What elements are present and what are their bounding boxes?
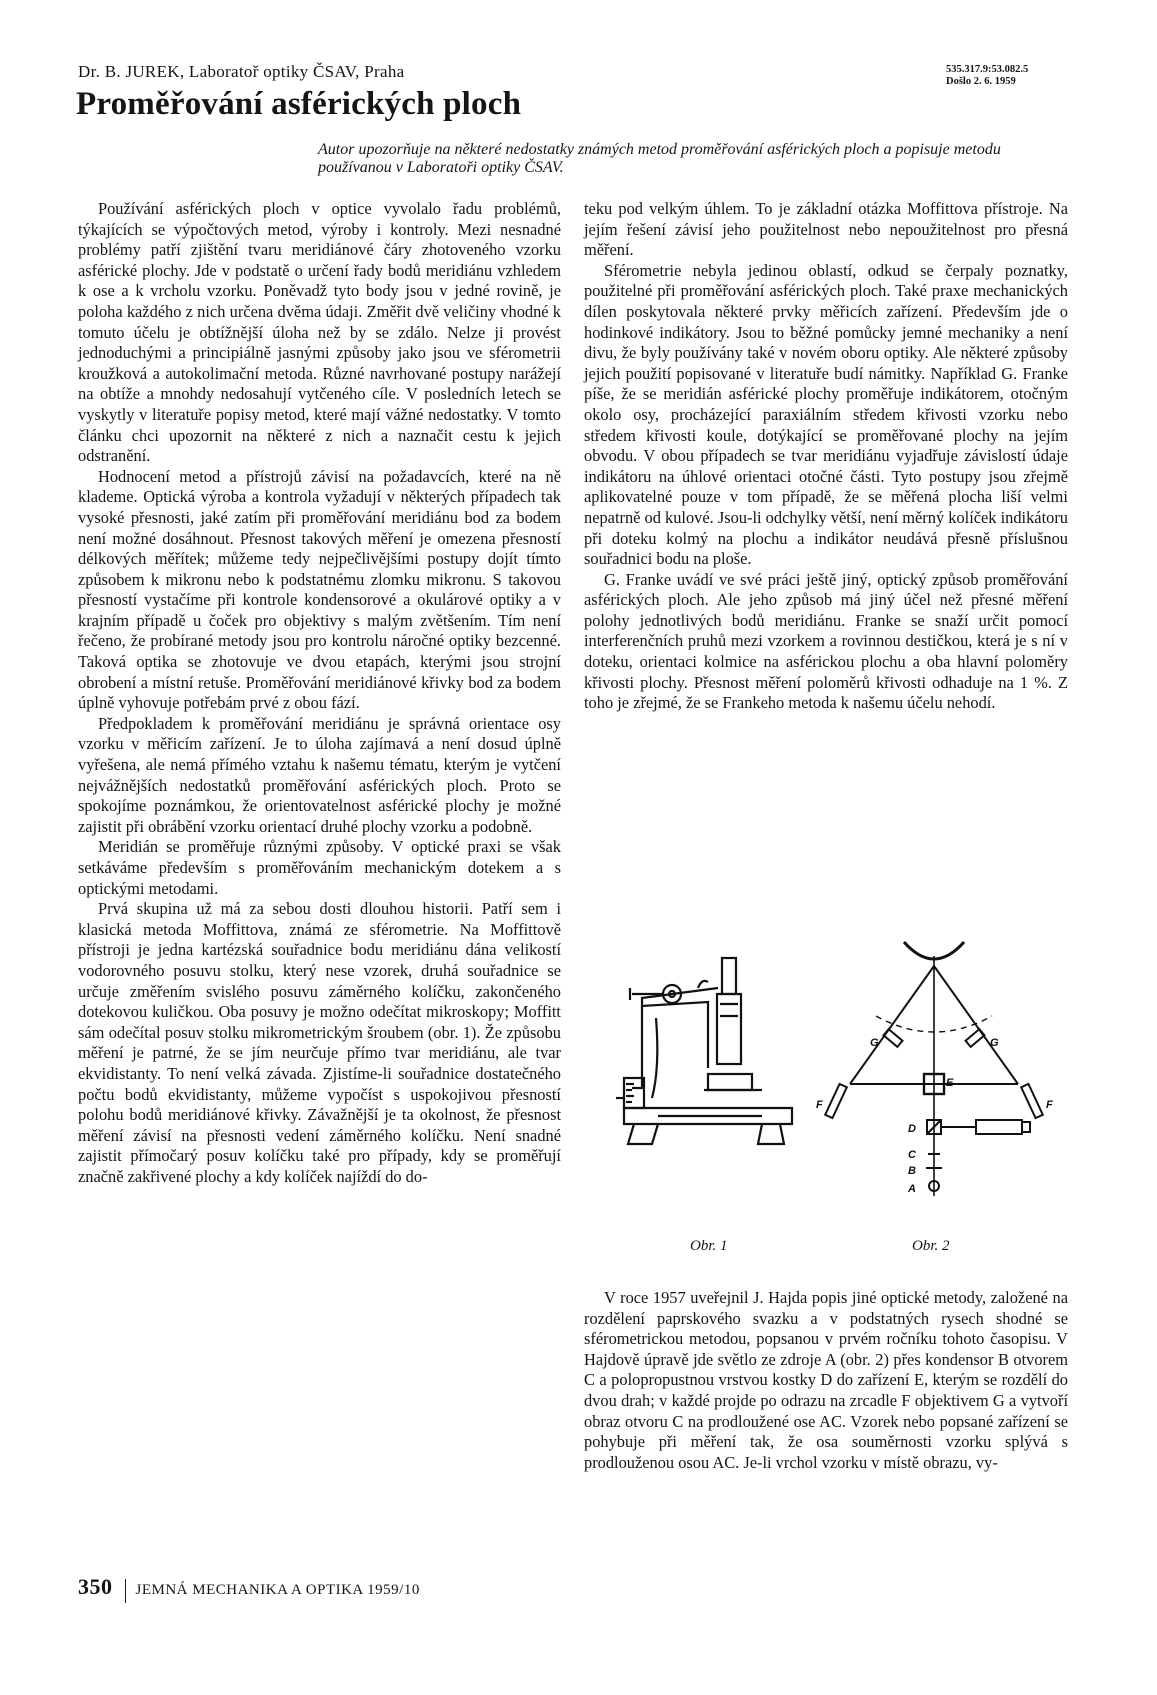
received-date: Došlo 2. 6. 1959 <box>946 76 1016 87</box>
figure-2-caption: Obr. 2 <box>912 1238 950 1254</box>
fig2-label-c: C <box>908 1149 916 1161</box>
page-footer <box>78 1574 420 1603</box>
paragraph: Používání asférických ploch v optice vyvolalo řadu problémů, týkajících se výpočtových metod, výroby i kontroly. Mezi nesnadné problémy patří zjištění tvaru meridiánové čáry zhotoveného vzorku asférické plochy. Jde v podstatě o určení řady bodů meridiánu vzhledem k ose a k vrcholu vzorku. Poněvadž tyto body jsou v jedné rovině, je poloha každého z nich určena dvěma údaji. Změřit dvě veličiny vhodné k tomuto účelu je obtížnější úloha než by se zdálo. Nelze ji provést jednoduchými a principiálně jasnými způsoby jako jsou ve sférometrii kroužková a autokolimační metoda. Různé navrhované postupy narážejí na obtíže a mnohdy nedosahují vytčeného cíle. V posledních letech se vyskytly v literatuře popisy metod, které mají vážné nedostatky. V tomto článku chci upozornit na některé z nich a naznačit cestu k jejich odstranění. <box>78 199 561 466</box>
right-column-bottom <box>584 1288 1068 1473</box>
journal-name: JEMNÁ MECHANIKA A OPTIKA 1959/10 <box>135 1582 420 1598</box>
fig2-label-g-right: G <box>990 1037 999 1049</box>
figure-1-moffitt-apparatus <box>612 948 812 1158</box>
fig2-label-e: E <box>946 1077 954 1089</box>
paragraph: Prvá skupina už má za sebou dosti dlouhou historii. Patří sem i klasická metoda Moffittova, známá ze sférometrie. Na Moffittově přístroji je jedna kartézská souřadnice bodu meridiánu dána velikostí vodorovného posuvu stolku, který nese vzorek, druhá souřadnice se určuje změřením svislého posuvu záměrného kolíčku, zakončeného dotekovou kuličkou. Oba posuvy je možno odečítat mikroskopy; Moffitt sám odečítal posuv stolku mikrometrickým šroubem (obr. 1). Že způsobu měření je patrné, že se jím neurčuje přímo tvar meridiánu, ale tvar ekvidistanty. To není velká závada. Zjistíme-li souřadnice dostatečného počtu bodů ekvidistanty, můžeme vypočíst s uspokojivou přesností polohu bodů meridiánové křivky. Závažnější je ta okolnost, že přesnost měření závisí na přesnosti vedení záměrného kolíčku. Není snadné zajistit přímočarý posuv kolíčku také pro případy, kdy se proměřují značně zakřivené plochy a kdy kolíček najíždí do do- <box>78 899 561 1186</box>
udc-block <box>946 64 1028 88</box>
mirror-f-right <box>1021 1084 1043 1118</box>
paragraph: Sférometrie nebyla jedinou oblastí, odkud se čerpaly poznatky, použitelné při proměřování asférických ploch. Také praxe mechanických dílen poskytovala některé prvky měřicích zařízení. Především jde o hodinkové indikátory. Jsou to běžné pomůcky jemné mechaniky a není divu, že byly používány také v novém oboru optiky. Ale některé způsoby jejich použití popisované v literatuře budí námitky. Například G. Franke píše, že se meridián asférické plochy proměřuje indikátorem, otočným okolo osy, procházející paraxiálním středem křivosti vzorku nebo středem křivosti koule, dotýkající se proměřované plochy na jejím obvodu. V obou případech se tvar meridiánu vyjadřuje závislostí údaje indikátoru na úhlové orientaci otočné části. Tyto postupy jsou zřejmě aplikovatelné pouze v tom případě, že se měřená plocha liší velmi nepatrně od kulové. Jsou-li odchylky větší, není měrný kolíček indikátoru při doteku kolmý na plochu a indikátor neudává přesně příslušnou souřadnici bodu na ploše. <box>584 260 1068 569</box>
lens-g-right <box>966 1029 985 1047</box>
fig2-label-d: D <box>908 1123 916 1135</box>
left-column <box>78 199 561 1188</box>
lens-g-left <box>884 1029 903 1047</box>
paragraph: V roce 1957 uveřejnil J. Hajda popis jiné optické metody, založené na rozdělení paprskového svazku a v podstatných rysech shodné se sférometrickou metodou, popsanou v prvém ročníku tohoto časopisu. V Hajdově úpravě jde světlo ze zdroje A (obr. 2) přes kondensor B otvorem C a polopropustnou vrstvou kostky D do zařízení E, kterým se rozdělí do dvou drah; v každé projde po odrazu na zrcadle F objektivem G a vytvoří obraz otvoru C na prodloužené ose AC. Vzorek nebo popsané zařízení se pohybuje při měření tak, že osa souměrnosti vzorku splývá s prodlouženou osou AC. Je-li vrchol vzorku v místě obrazu, vy- <box>584 1288 1068 1472</box>
figure-2-optical-scheme <box>806 936 1066 1226</box>
page-number: 350 <box>78 1574 113 1599</box>
paragraph: Meridián se proměřuje různými způsoby. V optické praxi se však setkáváme především s proměřováním mechanickým dotekem a s optickými metodami. <box>78 837 561 898</box>
footer-divider <box>125 1579 126 1603</box>
udc-code: 535.317.9:53.082.5 <box>946 64 1029 75</box>
figure-1-caption: Obr. 1 <box>690 1238 728 1254</box>
right-column-top <box>584 199 1068 714</box>
paragraph: G. Franke uvádí ve své práci ještě jiný, optický způsob proměřování asférických ploch. Ale jeho způsob má jiný účel než přesné měření polohy jednotlivých bodů meridiánu. Franke se snaží určit pomocí interferenčních pruhů mezi vzorkem a rovinnou destičkou, která je s ní v doteku, orientaci kolmice na asférickou plochu a oba hlavní poloměry křivosti plochy. Přesnost měření poloměrů křivosti odhaduje na 1 %. Z toho je zřejmé, že se Frankeho metoda k našemu účelu nehodí. <box>584 569 1068 713</box>
fig2-label-f-left: F <box>816 1099 823 1111</box>
fig2-label-a: A <box>908 1183 916 1195</box>
paragraph: Předpokladem k proměřování meridiánu je správná orientace osy vzorku v měřicím zařízení. Je to úloha zajímavá a není dosud úplně vyřešena, ale nemá přímého vztahu k našemu tématu, kterým je vytčení nejvážnějších nedostatků proměřování asférických ploch. Proto se spokojíme poznámkou, že orientovatelnost asférické plochy je možné zajistit při obrábění vzorku orientací druhé plochy vzorku a podobně. <box>78 713 561 836</box>
fig2-label-g-left: G <box>870 1037 879 1049</box>
paragraph: Hodnocení metod a přístrojů závisí na požadavcích, které na ně klademe. Optická výroba a kontrola vyžadují v některých případech tak vysoké přesnosti, jaké zatím při proměřování meridiánu bod za bodem není možné dosáhnout. Přesnost takových měření je omezena přesností délkových měřítek; můžeme tedy nejpečlivějšími postupy dojít tímto způsobem k mikronu nebo k podstatnému zlomku mikronu. S takovou přesností vystačíme při kontrole kondensorové a okulárové optiky a v krajním případě u čoček pro objektivy s malým zvětšením. Tím není řečeno, že probírané metody jsou pro kontrolu náročné optiky bezcenné. Taková optika se zhotovuje ve dvou etapách, kterými jsou strojní obrobení a místní retuše. Proměřování meridiánové křivky bod za bodem úplně vyhovuje potřebám prvé z obou fází. <box>78 466 561 713</box>
author-line: Dr. B. JUREK, Laboratoř optiky ČSAV, Praha <box>78 62 405 81</box>
article-title: Proměřování asférických ploch <box>76 86 522 122</box>
fig2-label-b: B <box>908 1165 916 1177</box>
fig2-label-f-right: F <box>1046 1099 1053 1111</box>
paragraph: teku pod velkým úhlem. To je základní otázka Moffittova přístroje. Na jejím řešení závisí jeho použitelnost nebo nepoužitelnost pro přesná měření. <box>584 199 1068 260</box>
mirror-f-left <box>825 1084 847 1118</box>
abstract: Autor upozorňuje na některé nedostatky známých metod proměřování asférických ploch a popisuje metodu používanou v Laboratoři optiky ČSAV. <box>318 141 1001 176</box>
